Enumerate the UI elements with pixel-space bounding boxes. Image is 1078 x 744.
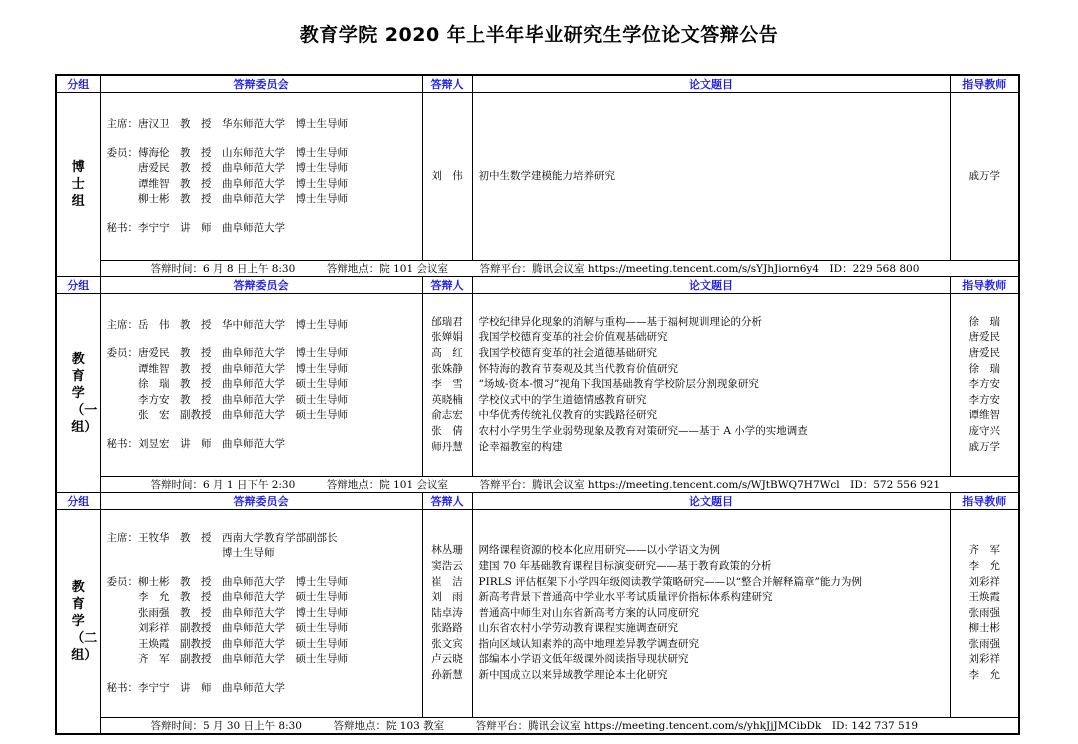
- advisor-name: 徐 瑞: [968, 362, 1000, 375]
- header-row: [56, 493, 1019, 510]
- committee-member: 柳士彬 教 授 曲阜师范大学 博士生导师: [106, 193, 348, 205]
- column-header-thesis: 论文题目: [472, 493, 950, 510]
- committee-member: 委员：柳士彬 教 授 曲阜师范大学 博士生导师: [106, 575, 348, 588]
- respondent-name: 陆卓涛: [431, 606, 463, 619]
- committee-member: 李方安 教 授 曲阜师范大学 硕士生导师: [106, 393, 348, 406]
- respondent-name: 师丹慧: [431, 440, 463, 453]
- committee-member: [107, 668, 416, 681]
- column-header-group: 分组: [56, 277, 100, 294]
- committee-member: 王焕霞 副教授 曲阜师范大学 硕士生导师: [106, 637, 348, 650]
- defense-info: 答辩时间：6 月 8 日上午 8:30 答辩地点：院 101 会议室 答辩平台：腾讯会议室 https://meeting.tencent.com/s/sYJhJiorn6y4 ID：229 568 800: [100, 261, 1019, 277]
- thesis-title: 初中生数学建模能力培养研究: [478, 169, 615, 182]
- committee-member: [107, 133, 416, 146]
- committee-member: 主席：王牧华 教 授 西南大学教育学部副部长: [106, 531, 338, 544]
- column-header-respondent: 答辩人: [422, 277, 472, 294]
- thesis-title: 普通高中师生对山东省新高考方案的认同度研究: [478, 606, 699, 619]
- advisor-list: [950, 294, 1019, 477]
- committee-list: [100, 510, 422, 718]
- committee-member: 秘书：李宁宁 讲 师 曲阜师范大学: [106, 681, 285, 694]
- committee-member: 刘彩祥 副教授 曲阜师范大学 硕士生导师: [106, 622, 348, 635]
- advisor-name: 戚万学: [968, 169, 1000, 182]
- advisor-name: 戚万学: [968, 440, 1000, 453]
- advisor-name: 李方安: [968, 378, 1000, 391]
- advisor-name: 唐爱民: [968, 331, 1000, 344]
- advisor-name: 刘彩祥: [968, 653, 1000, 666]
- column-header-thesis: 论文题目: [472, 277, 950, 294]
- thesis-title: 部编本小学语文低年级课外阅读指导现状研究: [478, 653, 689, 666]
- committee-member: 张 宏 副教授 曲阜师范大学 硕士生导师: [106, 409, 348, 422]
- group-label: 博士组: [71, 160, 85, 209]
- thesis-title: 网络课程资源的校本化应用研究——以小学语文为例: [478, 544, 720, 557]
- advisor-name: 王焕霞: [968, 591, 1000, 604]
- footer-row: [56, 718, 1019, 735]
- thesis-title: 学校仪式中的学生道德情感教育研究: [478, 393, 647, 406]
- respondent-name: 俞志宏: [431, 409, 463, 422]
- advisor-name: 李方安: [968, 393, 1000, 406]
- thesis-title: 中华优秀传统礼仪教育的实践路径研究: [478, 409, 657, 422]
- column-header-group: 分组: [56, 493, 100, 510]
- group-name: [56, 93, 100, 277]
- column-header-group: 分组: [56, 75, 100, 93]
- thesis-title: 山东省农村小学劳动教育课程实施调查研究: [478, 622, 678, 635]
- section-row: [56, 510, 1019, 718]
- committee-member: [107, 562, 416, 575]
- advisor-name: 李 允: [968, 669, 1000, 682]
- committee-member: 谭维智 教 授 曲阜师范大学 博士生导师: [106, 362, 348, 375]
- defense-info: 答辩时间：6 月 1 日下午 2:30 答辩地点：院 101 会议室 答辩平台：腾讯会议室 https://meeting.tencent.com/s/WJtBWQ7H7Wcl ID：572 556 921: [100, 477, 1019, 493]
- column-header-thesis: 论文题目: [472, 75, 950, 93]
- respondent-name: 卢云晓: [431, 653, 463, 666]
- advisor-name: 李 允: [968, 559, 1000, 572]
- committee-member: 李 允 教 授 曲阜师范大学 硕士生导师: [106, 591, 348, 604]
- committee-list: [100, 93, 422, 261]
- respondent-name: 崔 洁: [431, 575, 463, 588]
- respondent-list: [422, 294, 472, 477]
- thesis-list: [472, 294, 950, 477]
- advisor-name: 张雨强: [968, 637, 1000, 650]
- section-row: [56, 93, 1019, 261]
- respondent-name: 张文宾: [431, 637, 463, 650]
- respondent-name: 窦浩云: [431, 559, 463, 572]
- column-header-advisor: 指导教师: [950, 277, 1019, 294]
- header-row: [56, 75, 1019, 93]
- advisor-name: 刘彩祥: [968, 575, 1000, 588]
- respondent-name: 张路路: [431, 622, 463, 635]
- column-header-respondent: 答辩人: [422, 75, 472, 93]
- respondent-name: 孙新慧: [431, 669, 463, 682]
- thesis-title: 学校纪律异化现象的消解与重构——基于福柯规训理论的分析: [478, 315, 762, 328]
- respondent-name: 英晓楠: [431, 393, 463, 406]
- thesis-title: 我国学校德育变革的社会价值观基础研究: [478, 331, 668, 344]
- advisor-list: [950, 93, 1019, 261]
- thesis-title: 新高考背景下普通高中学业水平考试质量评价指标体系构建研究: [478, 591, 773, 604]
- respondent-name: 林丛珊: [431, 544, 463, 557]
- group-label: 教育学（二组）: [71, 580, 98, 663]
- thesis-title: 我国学校德育变革的社会道德基础研究: [478, 347, 657, 360]
- committee-member: 委员：傅海伦 教 授 山东师范大学 博士生导师: [106, 146, 348, 159]
- thesis-list: [472, 510, 950, 718]
- column-header-committee: 答辩委员会: [100, 493, 422, 510]
- committee-list: [100, 294, 422, 477]
- respondent-list: [422, 93, 472, 261]
- thesis-title: 指向区域认知素养的高中地理差异教学调查研究: [478, 637, 699, 650]
- thesis-title: “场域-资本-惯习”视角下我国基础教育学校阶层分割现象研究: [478, 378, 759, 391]
- section-row: [56, 294, 1019, 477]
- respondent-name: 张 倩: [431, 424, 463, 437]
- group-label: 教育学（一组）: [71, 351, 98, 435]
- advisor-name: 庞守兴: [968, 424, 1000, 437]
- advisor-name: 谭维智: [968, 409, 1000, 422]
- respondent-name: 李 雪: [431, 378, 463, 391]
- committee-member: [107, 333, 416, 346]
- respondent-name: 刘 伟: [431, 169, 463, 182]
- column-header-advisor: 指导教师: [950, 493, 1019, 510]
- advisor-name: 齐 军: [968, 544, 1000, 557]
- committee-member: [107, 424, 416, 437]
- committee-member: 博士生导师: [106, 547, 275, 560]
- advisor-name: 徐 瑞: [968, 315, 1000, 328]
- column-header-committee: 答辩委员会: [100, 277, 422, 294]
- committee-member: 秘书：刘昱宏 讲 师 曲阜师范大学: [106, 437, 285, 450]
- defense-info: 答辩时间：5 月 30 日上午 8:30 答辩地点：院 103 教室 答辩平台：腾讯会议室 https://meeting.tencent.com/s/yhkJjJMCibDk ID: 142 737 519: [100, 718, 1019, 735]
- advisor-name: 唐爱民: [968, 347, 1000, 360]
- committee-member: 徐 瑞 教 授 曲阜师范大学 硕士生导师: [106, 378, 348, 391]
- column-header-respondent: 答辩人: [422, 493, 472, 510]
- committee-member: 谭维智 教 授 曲阜师范大学 博士生导师: [106, 177, 348, 190]
- committee-member: 主席：岳 伟 教 授 华中师范大学 博士生导师: [106, 318, 348, 331]
- thesis-title: 建国 70 年基础教育课程目标演变研究——基于教育政策的分析: [478, 559, 772, 572]
- thesis-title: PIRLS 评估框架下小学四年级阅读教学策略研究——以“整合并解释篇章”能力为例: [478, 575, 862, 588]
- respondent-name: 邰瑞君: [431, 315, 463, 328]
- thesis-title: 怀特海的教育节奏观及其当代教育价值研究: [478, 362, 678, 375]
- group-name: [56, 510, 100, 735]
- committee-member: [107, 208, 416, 221]
- respondent-name: 张婵娟: [431, 331, 463, 344]
- group-name: [56, 294, 100, 493]
- committee-member: 秘书：李宁宁 讲 师 曲阜师范大学: [106, 221, 285, 234]
- column-header-advisor: 指导教师: [950, 75, 1019, 93]
- thesis-title: 新中国成立以来异域教学理论本土化研究: [478, 669, 668, 682]
- advisor-list: [950, 510, 1019, 718]
- committee-member: 张雨强 教 授 曲阜师范大学 博士生导师: [106, 606, 348, 619]
- committee-member: 齐 军 副教授 曲阜师范大学 硕士生导师: [106, 653, 348, 666]
- committee-member: 主席：唐汉卫 教 授 华东师范大学 博士生导师: [106, 118, 348, 130]
- footer-row: [56, 261, 1019, 277]
- respondent-name: 张姝静: [431, 362, 463, 375]
- advisor-name: 张雨强: [968, 606, 1000, 619]
- column-header-committee: 答辩委员会: [100, 75, 422, 93]
- committee-member: 唐爱民 教 授 曲阜师范大学 博士生导师: [106, 162, 348, 174]
- footer-row: [56, 477, 1019, 493]
- advisor-name: 柳士彬: [968, 622, 1000, 635]
- committee-member: 委员：唐爱民 教 授 曲阜师范大学 博士生导师: [106, 347, 348, 360]
- respondent-name: 刘 雨: [431, 591, 463, 604]
- thesis-title: 农村小学男生学业弱势现象及教育对策研究——基于 A 小学的实地调查: [478, 424, 808, 437]
- page-title: 教育学院 2020 年上半年毕业研究生学位论文答辩公告: [299, 24, 779, 46]
- respondent-name: 高 红: [431, 347, 463, 360]
- respondent-list: [422, 510, 472, 718]
- defense-schedule-table: [55, 74, 1020, 735]
- thesis-title: 论幸福教室的构建: [478, 440, 563, 453]
- header-row: [56, 277, 1019, 294]
- thesis-list: [472, 93, 950, 261]
